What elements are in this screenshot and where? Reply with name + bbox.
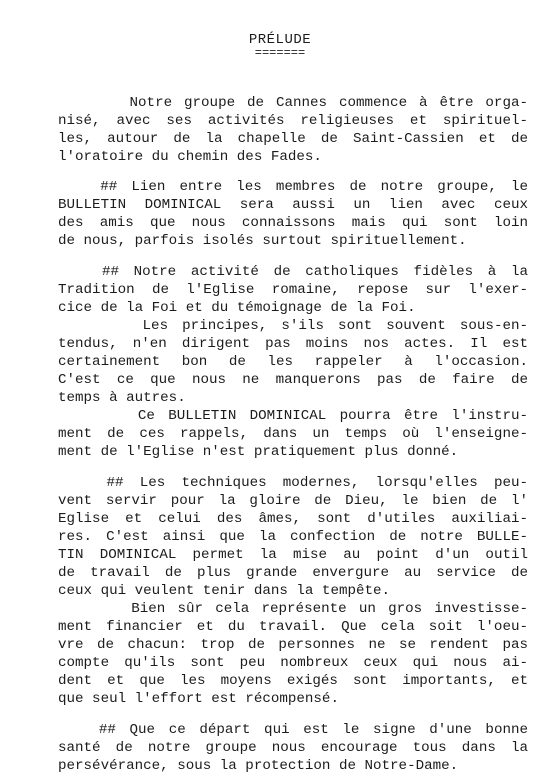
text-line: res. C'est ainsi que la confection de notre BULLE- [58,529,528,545]
text-line: l'oratoire du chemin des Fades. [58,149,322,165]
text-line: TIN DOMINICAL permet la mise au point d'un outil [58,547,528,563]
text-line: Notre groupe de Cannes commence à être orga- [58,95,528,111]
text-line: compte qu'ils sont peu nombreux ceux qui nous ai- [58,655,528,671]
text-line: nisé, avec ses activités religieuses et spirituel- [58,113,528,129]
text-line: dent et que les moyens exigés sont importants, et [58,673,528,689]
text-line: certainement bon de les rappeler à l'occasion. [58,354,528,370]
text-line: Eglise et celui des âmes, sont d'utiles auxiliai- [58,511,528,527]
text-line: Tradition de l'Eglise romaine, repose sur l'exer- [58,282,528,298]
text-line: vre de chacun: trop de personnes ne se rendent pas [58,637,528,653]
text-line: cice de la Foi et du témoignage de la Foi. [58,300,416,316]
text-line: ceux qui veulent tenir dans la tempête. [58,583,391,599]
text-line: vent servir pour la gloire de Dieu, le bien de l' [58,493,528,509]
text-line: ## Lien entre les membres de notre groupe, le [58,179,528,195]
text-line: santé de notre groupe nous encourage tous dans la [58,740,528,756]
text-line: ## Les techniques modernes, lorsqu'elles peu- [58,475,528,491]
text-line: Bien sûr cela représente un gros investisse- [58,601,528,617]
text-line: tendus, n'en dirigent pas moins nos actes. Il est [58,336,528,352]
text-line: persévérance, sous la protection de Notre-Dame. [58,758,459,774]
text-line: ## Que ce départ qui est le signe d'une bonne [58,722,528,738]
text-line: BULLETIN DOMINICAL sera aussi un lien avec ceux [58,197,528,213]
text-line: ment de ces rappels, dans un temps où l'enseigne- [58,426,528,442]
text-line: que seul l'effort est récompensé. [58,691,339,707]
text-line: les, autour de la chapelle de Saint-Cassien et de [58,131,528,147]
text-line: Ce BULLETIN DOMINICAL pourra être l'instru- [58,408,528,424]
text-line: ## Notre activité de catholiques fidèles à la [58,264,528,280]
text-line: ment de l'Eglise n'est pratiquement plus donné. [58,444,459,460]
title-underline: ======= [254,46,306,60]
text-line: temps à autres. [58,390,186,406]
text-line: de travail de plus grande envergure au service de [58,565,528,581]
text-line: ment financier et du travail. Que cela soit l'oeu- [58,619,528,635]
text-line: de nous, parfois isolés surtout spirituellement. [58,233,467,249]
text-line: des amis que nous connaissons mais qui sont loin [58,215,528,231]
text-line: Les principes, s'ils sont souvent sous-en- [58,318,528,334]
text-line: C'est ce que nous ne manquerons pas de faire de [58,372,528,388]
page-title: PRÉLUDE [248,32,312,48]
